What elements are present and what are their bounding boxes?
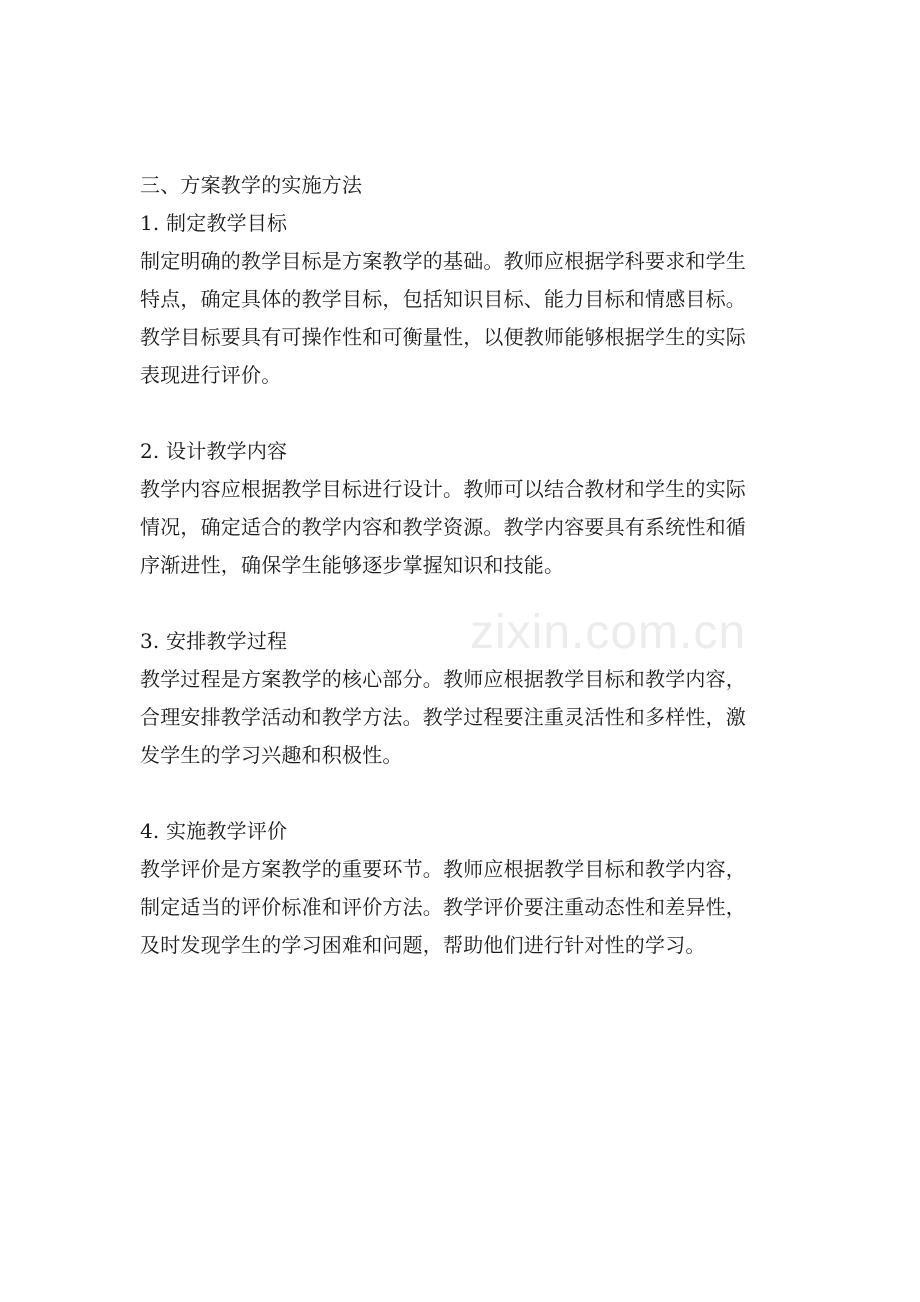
section-spacer xyxy=(140,584,800,622)
paragraph-line: 制定明确的教学目标是方案教学的基础。教师应根据学科要求和学生 xyxy=(140,249,746,273)
section-spacer xyxy=(140,774,800,812)
document-heading: 三、方案教学的实施方法 xyxy=(140,173,363,197)
paragraph-line: 教学目标要具有可操作性和可衡量性，以便教师能够根据学生的实际 xyxy=(140,325,746,349)
section-4 xyxy=(140,812,800,964)
section-2 xyxy=(140,432,800,584)
paragraph-line: 发学生的学习兴趣和积极性。 xyxy=(140,743,403,767)
paragraph-line: 表现进行评价。 xyxy=(140,363,282,387)
paragraph-line: 教学过程是方案教学的核心部分。教师应根据教学目标和教学内容， xyxy=(140,667,746,691)
paragraph-line: 情况，确定适合的教学内容和教学资源。教学内容要具有系统性和循 xyxy=(140,515,746,539)
paragraph-line: 教学内容应根据教学目标进行设计。教师可以结合教材和学生的实际 xyxy=(140,477,746,501)
paragraph-line: 序渐进性，确保学生能够逐步掌握知识和技能。 xyxy=(140,553,565,577)
paragraph-line: 及时发现学生的学习困难和问题，帮助他们进行针对性的学习。 xyxy=(140,933,706,957)
watermark: zixin.com.cn xyxy=(470,606,747,659)
paragraph-line: 制定适当的评价标准和评价方法。教学评价要注重动态性和差异性， xyxy=(140,895,746,919)
section-3 xyxy=(140,622,800,774)
paragraph-line: 教学评价是方案教学的重要环节。教师应根据教学目标和教学内容， xyxy=(140,857,746,881)
section-title: 2. 设计教学内容 xyxy=(140,439,288,463)
paragraph-line: 合理安排教学活动和教学方法。教学过程要注重灵活性和多样性，激 xyxy=(140,705,746,729)
paragraph-line: 特点，确定具体的教学目标，包括知识目标、能力目标和情感目标。 xyxy=(140,287,746,311)
document-page xyxy=(140,166,800,964)
section-1 xyxy=(140,204,800,394)
section-title: 3. 安排教学过程 xyxy=(140,629,288,653)
section-spacer xyxy=(140,394,800,432)
section-title: 1. 制定教学目标 xyxy=(140,211,288,235)
section-title: 4. 实施教学评价 xyxy=(140,819,288,843)
